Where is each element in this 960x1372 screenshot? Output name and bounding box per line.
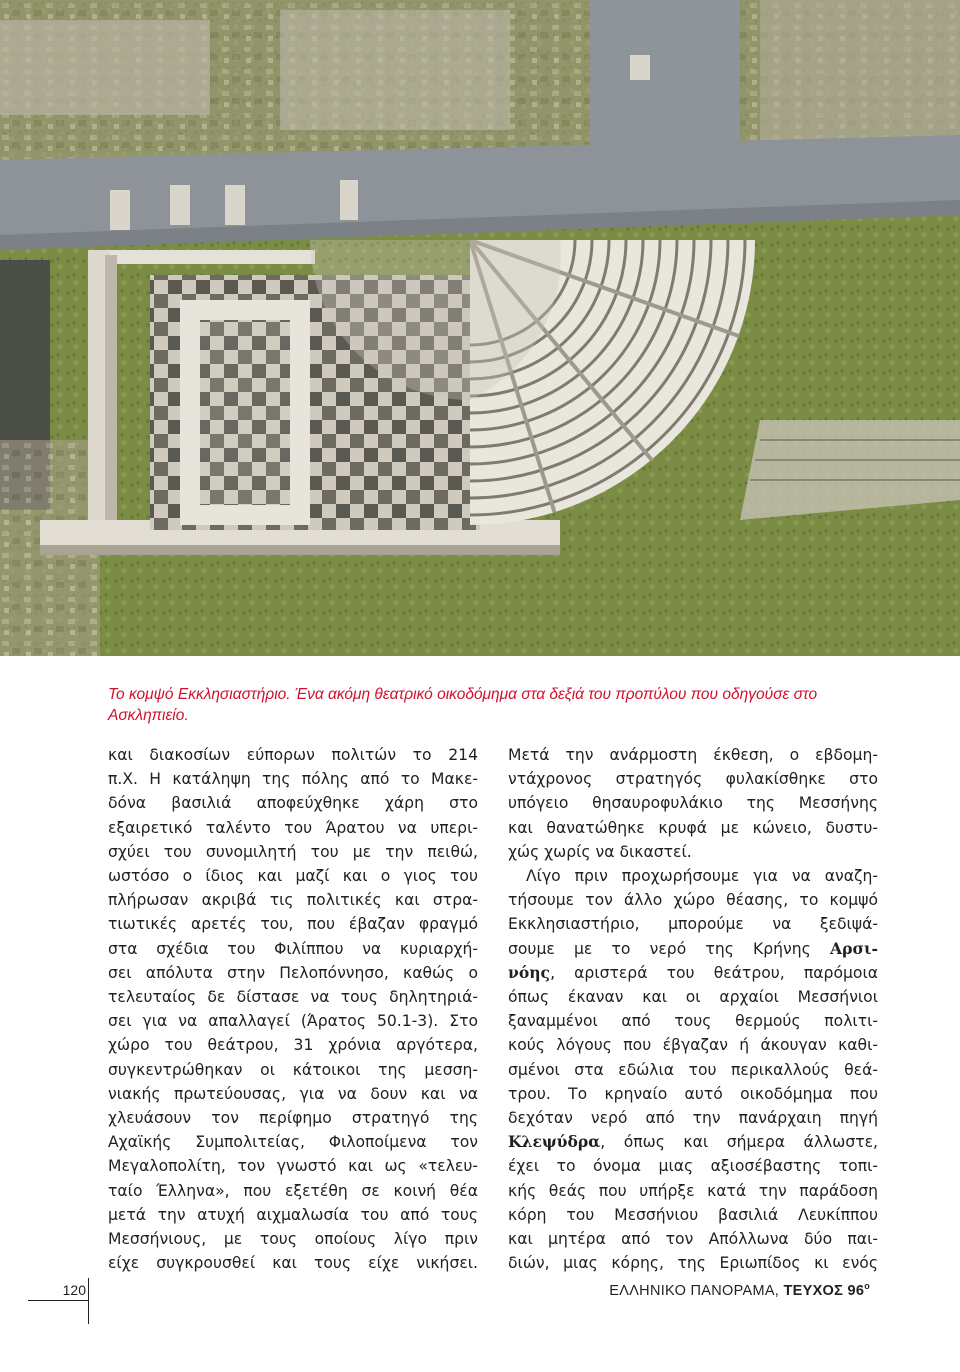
text-line: τελευταίος δε δίστασε να τους δηλητηριά- [108,988,478,1007]
text-line: μετά την ατυχή αιχμαλωσία του από τους [108,1205,478,1224]
text-line: τήσουμε τον άλλο χώρο θέασης, το κομψό [508,891,878,910]
spring-name-arsinoe-cont: νόης [508,962,551,982]
ekklesiasterion-photo [0,0,960,656]
text-line: ταίο Έλληνα», που εξετέθη σε κοινή θέα [108,1181,478,1200]
issue-label [783,1283,870,1299]
text-line [508,937,878,961]
text-line: σει απόλυτα στην Πελοπόννησο, καθώς ο [108,963,478,982]
text-line: δεχόταν νερό από την πανάρχαιη πηγή [508,1109,878,1128]
text-line [508,961,878,985]
spring-name-arsinoe: Αρσι- [830,938,878,958]
text-line: π.Χ. Η κατάληψη της πόλης από το Μακε- [108,770,478,789]
text-line: και διακοσίων εύπορων πολιτών το 214 [108,746,478,764]
footer-divider [28,1300,88,1301]
magazine-name: ΕΛΛΗΝΙΚΟ ΠΑΝΟΡΑΜΑ, [609,1282,780,1299]
text-line: χώς χωρίς να δικαστεί. [508,842,692,861]
text-line: ξαναμμένοι από τους θερμούς πολιτι- [508,1012,878,1031]
text-line: νιακής πρωτεύουσας, για να δουν και να [108,1084,478,1103]
text-segment: σουμε με το νερό της Κρήνης [508,939,811,958]
text-line: πλήρωσαν ακριβά τις πολιτικές και στρα- [108,891,478,910]
text-line: ντάχρονος στρατηγός φυλακίσθηκε στο [508,770,878,789]
text-line: και θανατώθηκε κρυφά με κώνειο, δυστυ- [508,818,878,837]
text-line: είχε συγκρουσθεί και τους είχε νικήσει. [108,1254,478,1273]
footer-divider-vertical [88,1278,89,1324]
spring-name-klepsydra: Κλεψύδρα [508,1132,601,1152]
issue-ordinal: ο [864,1281,870,1291]
text-line: εξαιρετικό ταλέντο του Άρατου να υπερι- [108,818,478,837]
text-line: όπως έκαναν και οι αρχαίοι Μεσσήνιοι [508,988,878,1007]
text-line [508,1130,878,1154]
text-line: συγκεντρώθηκαν οι κάτοικοι της μεσση- [108,1060,478,1079]
text-line: Μετά την ανάρμοστη έκθεση, ο εβδομη- [508,746,878,764]
text-line: χώρο του θεάτρου, 31 χρόνια αργότερα, [108,1036,478,1055]
text-line: τιωτικές αρετές του, που έβαζαν φραγμό [108,915,478,934]
text-line: Λίγο πριν προχωρήσουμε για να αναζη- [526,867,878,886]
text-line: Μεσσήνιους, με τους οποίους λίγο πριν [108,1230,478,1249]
text-line: κούς λόγους που έβγαζαν ή άκουγαν καθι- [508,1036,878,1055]
text-line: σμένοι στα εδώλια του περικαλλούς θεά- [508,1060,878,1079]
photo-caption: Το κομψό Εκκλησιαστήριο. Ένα ακόμη θεατρικό οικοδόμημα στα δεξιά του προπύλου που οδηγούσε στο Ασκληπιείο. [108,686,818,724]
issue-number: ΤΕΥΧΟΣ 96 [783,1282,865,1299]
text-line: διών, μιας κόρης, της Εριωπίδος κι ενός [508,1254,878,1273]
text-line: υπόγειο θησαυροφυλάκιο της Μεσσήνης [508,794,878,813]
text-line: ωστόσο ο ίδιος και μαζί και ο γιος του [108,867,478,886]
text-line: Εκκλησιαστήριο, μπορούμε να ξεδιψά- [508,915,878,934]
text-line: Μεγαλοπολίτη, τον γνωστό και ως «τελευ- [108,1157,478,1176]
text-line: χλευάσουν τον περίφημο στρατηγό της [108,1109,478,1128]
page-number: 120 [62,1282,86,1298]
text-line: στα σχέδια του Φιλίππου να κυριαρχή- [108,939,478,958]
text-line: Αχαϊκής Συμπολιτείας, Φιλοποίμενα τον [108,1133,478,1152]
left-text-column [108,743,478,1275]
running-footer [609,1281,870,1299]
text-segment: , αριστερά του θεάτρου, παρόμοια [550,963,878,982]
text-line: σχύει του συνομιλητή του με την πειθώ, [108,842,478,861]
text-segment: , όπως και σήμερα άλλωστε, [600,1133,878,1152]
text-line: δόνα βασιλιά αποφεύχθηκε χάρη στο [108,794,478,813]
text-line: τρου. Το κρηναίο αυτό οικοδόμημα που [508,1084,878,1103]
text-line: κής θεάς που υπήρξε κατά την παράδοση [508,1181,878,1200]
text-line: σει για να απαλλαγεί (Άρατος 50.1-3). Στο [108,1012,478,1031]
right-text-column [508,743,878,1275]
text-line: έχει το όνομα μιας αξιοσέβαστης τοπι- [508,1157,878,1176]
text-line: και μητέρα από τον Απόλλωνα δύο παι- [508,1230,878,1249]
text-line: κόρη του Μεσσήνιου βασιλιά Λευκίππου [508,1205,878,1224]
